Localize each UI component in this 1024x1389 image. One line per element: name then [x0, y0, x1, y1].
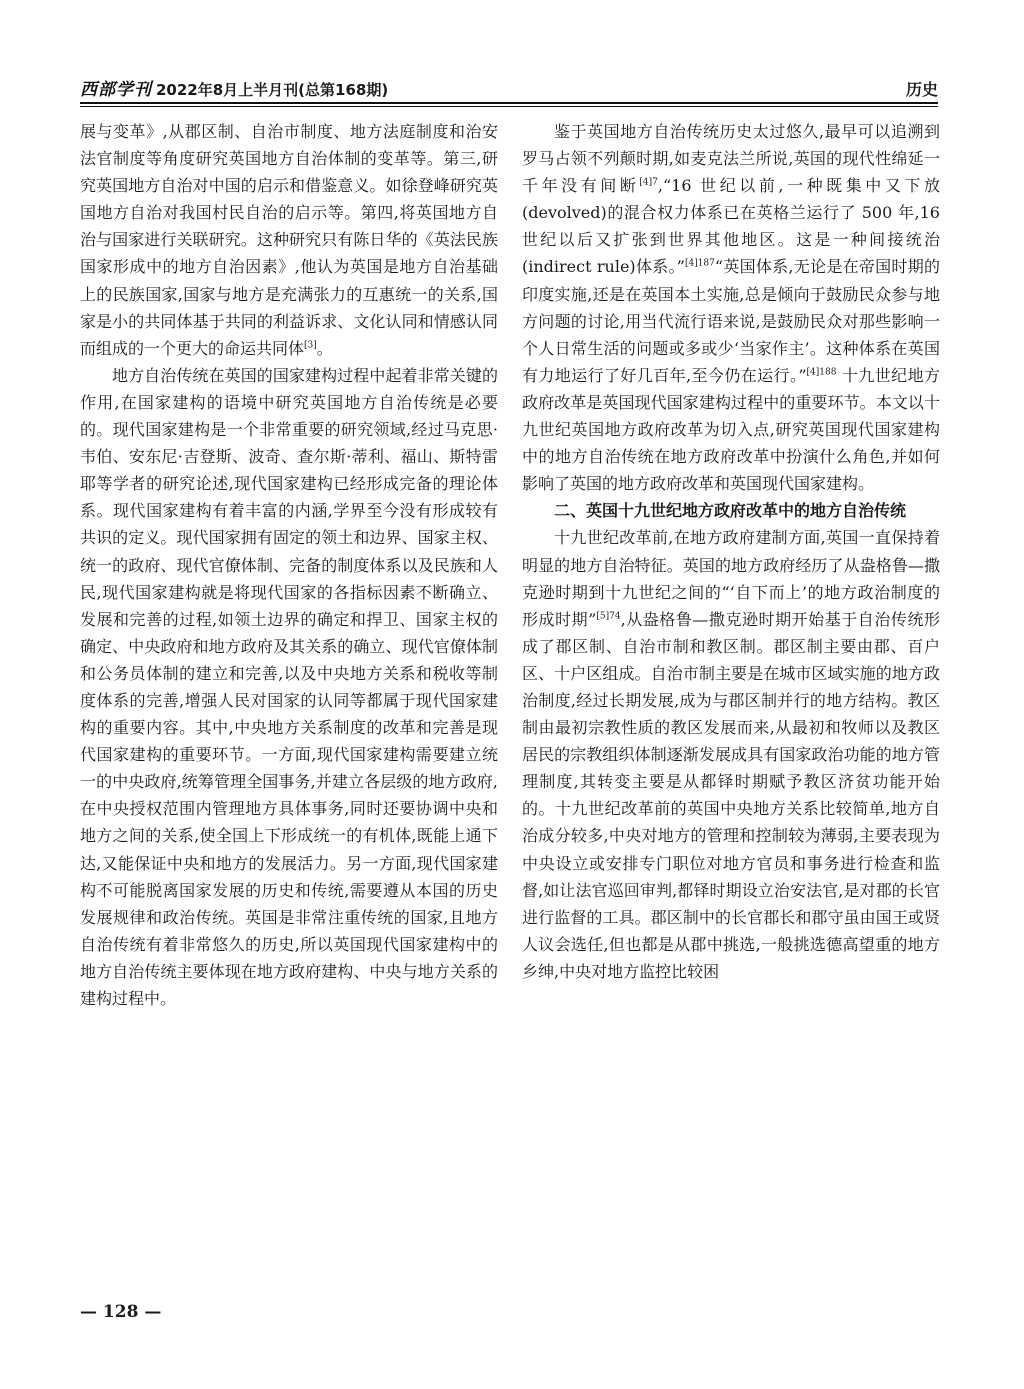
header-rule-thick [80, 102, 938, 104]
page-number: — 128 — [80, 1302, 162, 1322]
header-left [80, 75, 388, 100]
left-paragraph-2: 地方自治传统在英国的国家建构过程中起着非常关键的作用,在国家建构的语境中研究英国地方自治传统是必要的。现代国家建构是一个非常重要的研究领域,经过马克思·韦伯、安东尼·吉登斯、波奇、查尔斯·蒂利、福山、斯特雷耶等学者的研究论述,现代国家建构已经形成完备的理论体系。现代国家建构有着丰富的内涵,学界至今没有形成较有共识的定义。现代国家拥有固定的领土和边界、国家主权、统一的政府、现代官僚体制、完备的制度体系以及民族和人民,现代国家建构就是将现代国家的各指标因素不断确立、发展和完善的过程,如领土边界的确定和捍卫、国家主权的确定、中央政府和地方政府及其关系的确立、现代官僚体制和公务员体制的建立和完善,以及中央地方关系和税收等制度体系的完善,增强人民对国家的认同等都属于现代国家建构的重要内容。其中,中央地方关系制度的改革和完善是现代国家建构的重要环节。一方面,现代国家建构需要建立统一的中央政府,统筹管理全国事务,并建立各层级的地方政府,在中央授权范围内管理地方具体事务,同时还要协调中央和地方之间的关系,使全国上下形成统一的有机体,既能上通下达,又能保证中央和地方的发展活力。另一方面,现代国家建构不可能脱离国家发展的历史和传统,需要遵从本国的历史发展规律和政治传统。英国是非常注重传统的国家,且地方自治传统有着非常悠久的历史,所以英国现代国家建构中的地方自治传统主要体现在地方政府建构、中央与地方关系的建构过程中。 [80, 365, 498, 1008]
citation-ref: [4]188 [806, 367, 837, 378]
section-heading: 二、英国十九世纪地方政府改革中的地方自治传统 [554, 501, 907, 521]
running-header [80, 70, 938, 100]
issue-info: 2022年8月上半月刊(总第168期) [156, 81, 389, 99]
right-column [522, 118, 940, 985]
citation-ref: [3] [304, 340, 317, 351]
header-rule-thin [80, 106, 938, 107]
right-paragraph-1: 鉴于英国地方自治传统历史太过悠久,最早可以追溯到罗马占领不列颠时期,如麦克法兰所说,英国的现代性绵延一千年没有间断$^{[4]7}$,“16 世纪以前,一种既集中又下放(devolved)的混合权力体系已在英格兰运行了 500 年,16 世纪以后又扩张到世界其他地区。这是一种间接统治(indirect rule)体系。”$^{[4]187}$“英国体系,无论是在帝国时期的印度实施,还是在英国本土实施,总是倾向于鼓励民众参与地方问题的讨论,用当代流行语来说,是鼓励民众对那些影响一个人日常生活的问题或多或少‘当家作主’。这种体系在英国有力地运行了好几百年,至今仍在运行。”$^{[4]188}$ 十九世纪地方政府改革是英国现代国家建构过程中的重要环节。本文以十九世纪英国地方政府改革为切入点,研究英国现代国家建构中的地方自治传统在地方政府改革中扮演什么角色,并如何影响了英国的地方政府改革和英国现代国家建构。 [522, 122, 940, 494]
citation-ref: [4]7 [639, 177, 658, 188]
citation-ref: [5]74 [596, 611, 621, 622]
section-label: 历史 [905, 80, 938, 99]
left-paragraph-1: 展与变革》,从郡区制、自治市制度、地方法庭制度和治安法官制度等角度研究英国地方自治体制的变革等。第三,研究英国地方自治对中国的启示和借鉴意义。如徐登峰研究英国地方自治对我国村民自治的启示等。第四,将英国地方自治与国家进行关联研究。这种研究只有陈日华的《英法民族国家形成中的地方自治因素》,他认为英国是地方自治基础上的民族国家,国家与地方是充满张力的互惠统一的关系,国家是小的共同体基于共同的利益诉求、文化认同和情感认同而组成的一个更大的命运共同体[3]。 [80, 122, 498, 358]
right-paragraph-2: 十九世纪改革前,在地方政府建制方面,英国一直保持着明显的地方自治特征。英国的地方政府经历了从盎格鲁—撒克逊时期到十九世纪之间的“‘自下而上’的地方政治制度的形成时期”$^{[5]74}$,从盎格鲁—撒克逊时期开始基于自治传统形成了郡区制、自治市制和教区制。郡区制主要由郡、百户区、十户区组成。自治市制主要是在城市区域实施的地方政治制度,经过长期发展,成为与郡区制并行的地方结构。教区制由最初宗教性质的教区发展而来,从最初和牧师以及教区居民的宗教组织体制逐渐发展成具有国家政治功能的地方管理制度,其转变主要是从都铎时期赋予教区济贫功能开始的。十九世纪改革前的英国中央地方关系比较简单,地方自治成分较多,中央对地方的管理和控制较为薄弱,主要表现为中央设立或安排专门职位对地方官员和事务进行检查和监督,如让法官巡回审判,都铎时期设立治安法官,是对郡的长官进行监督的工具。郡区制中的长官郡长和郡守虽由国王或贤人议会选任,但也都是从郡中挑选,一般挑选德高望重的地方乡绅,中央对地方监控比较困 [522, 528, 940, 981]
journal-logo: 西部学刊 [80, 80, 152, 100]
left-column [80, 118, 498, 1012]
citation-ref: [4]187 [684, 259, 715, 270]
